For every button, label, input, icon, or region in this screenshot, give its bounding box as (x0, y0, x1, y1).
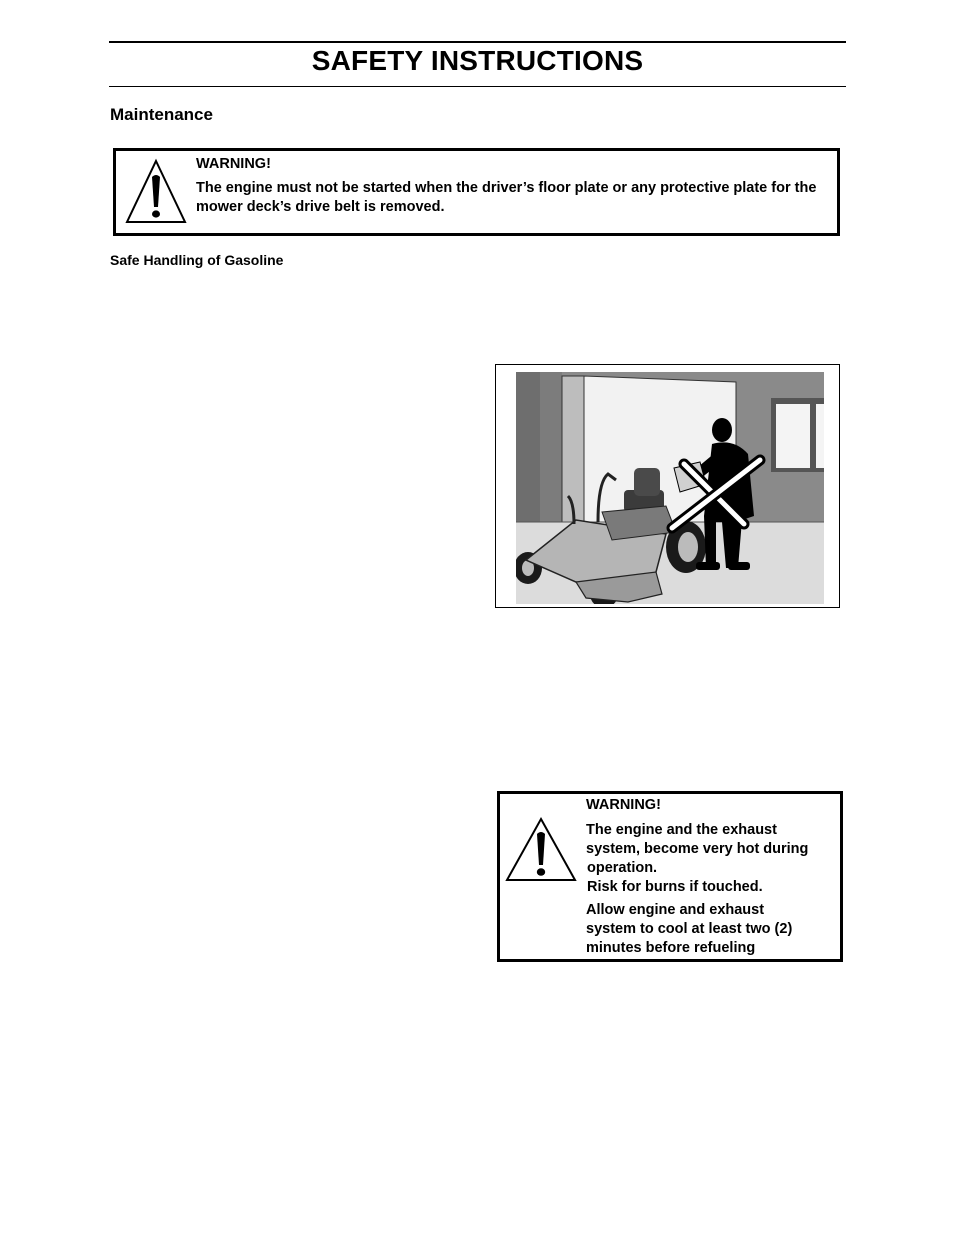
warning-line: system, become very hot during (586, 841, 809, 857)
warning-label: WARNING! (586, 797, 661, 813)
page-title: SAFETY INSTRUCTIONS (311, 45, 644, 76)
gasoline-warning-box (497, 791, 843, 962)
warning-label: WARNING! (196, 156, 271, 172)
section-title-maintenance: Maintenance (110, 105, 213, 124)
refueling-figure (495, 364, 840, 608)
warning-triangle-icon (504, 816, 578, 884)
maintenance-warning-text-block (196, 155, 826, 217)
warning-line: system to cool at least two (2) (586, 921, 793, 937)
warning-triangle-icon (124, 158, 188, 226)
warning-line: Risk for burns if touched. (587, 879, 763, 895)
warning-message: The engine must not be started when the driver’s floor plate or any protective plate for the mower deck’s drive belt is removed. (196, 180, 817, 215)
header-bottom-rule (109, 86, 846, 87)
warning-line: operation. (587, 860, 658, 876)
warning-line: minutes before refueling (586, 940, 756, 956)
warning-line: The engine and the exhaust (586, 822, 777, 838)
gasoline-warning-text-block (586, 796, 836, 958)
no-refueling-in-garage-illustration (516, 372, 824, 604)
warning-line: Allow engine and exhaust (586, 902, 765, 918)
section-title-gasoline: Safe Handling of Gasoline (110, 252, 284, 268)
header-top-rule (109, 41, 846, 43)
maintenance-warning-box (113, 148, 840, 236)
